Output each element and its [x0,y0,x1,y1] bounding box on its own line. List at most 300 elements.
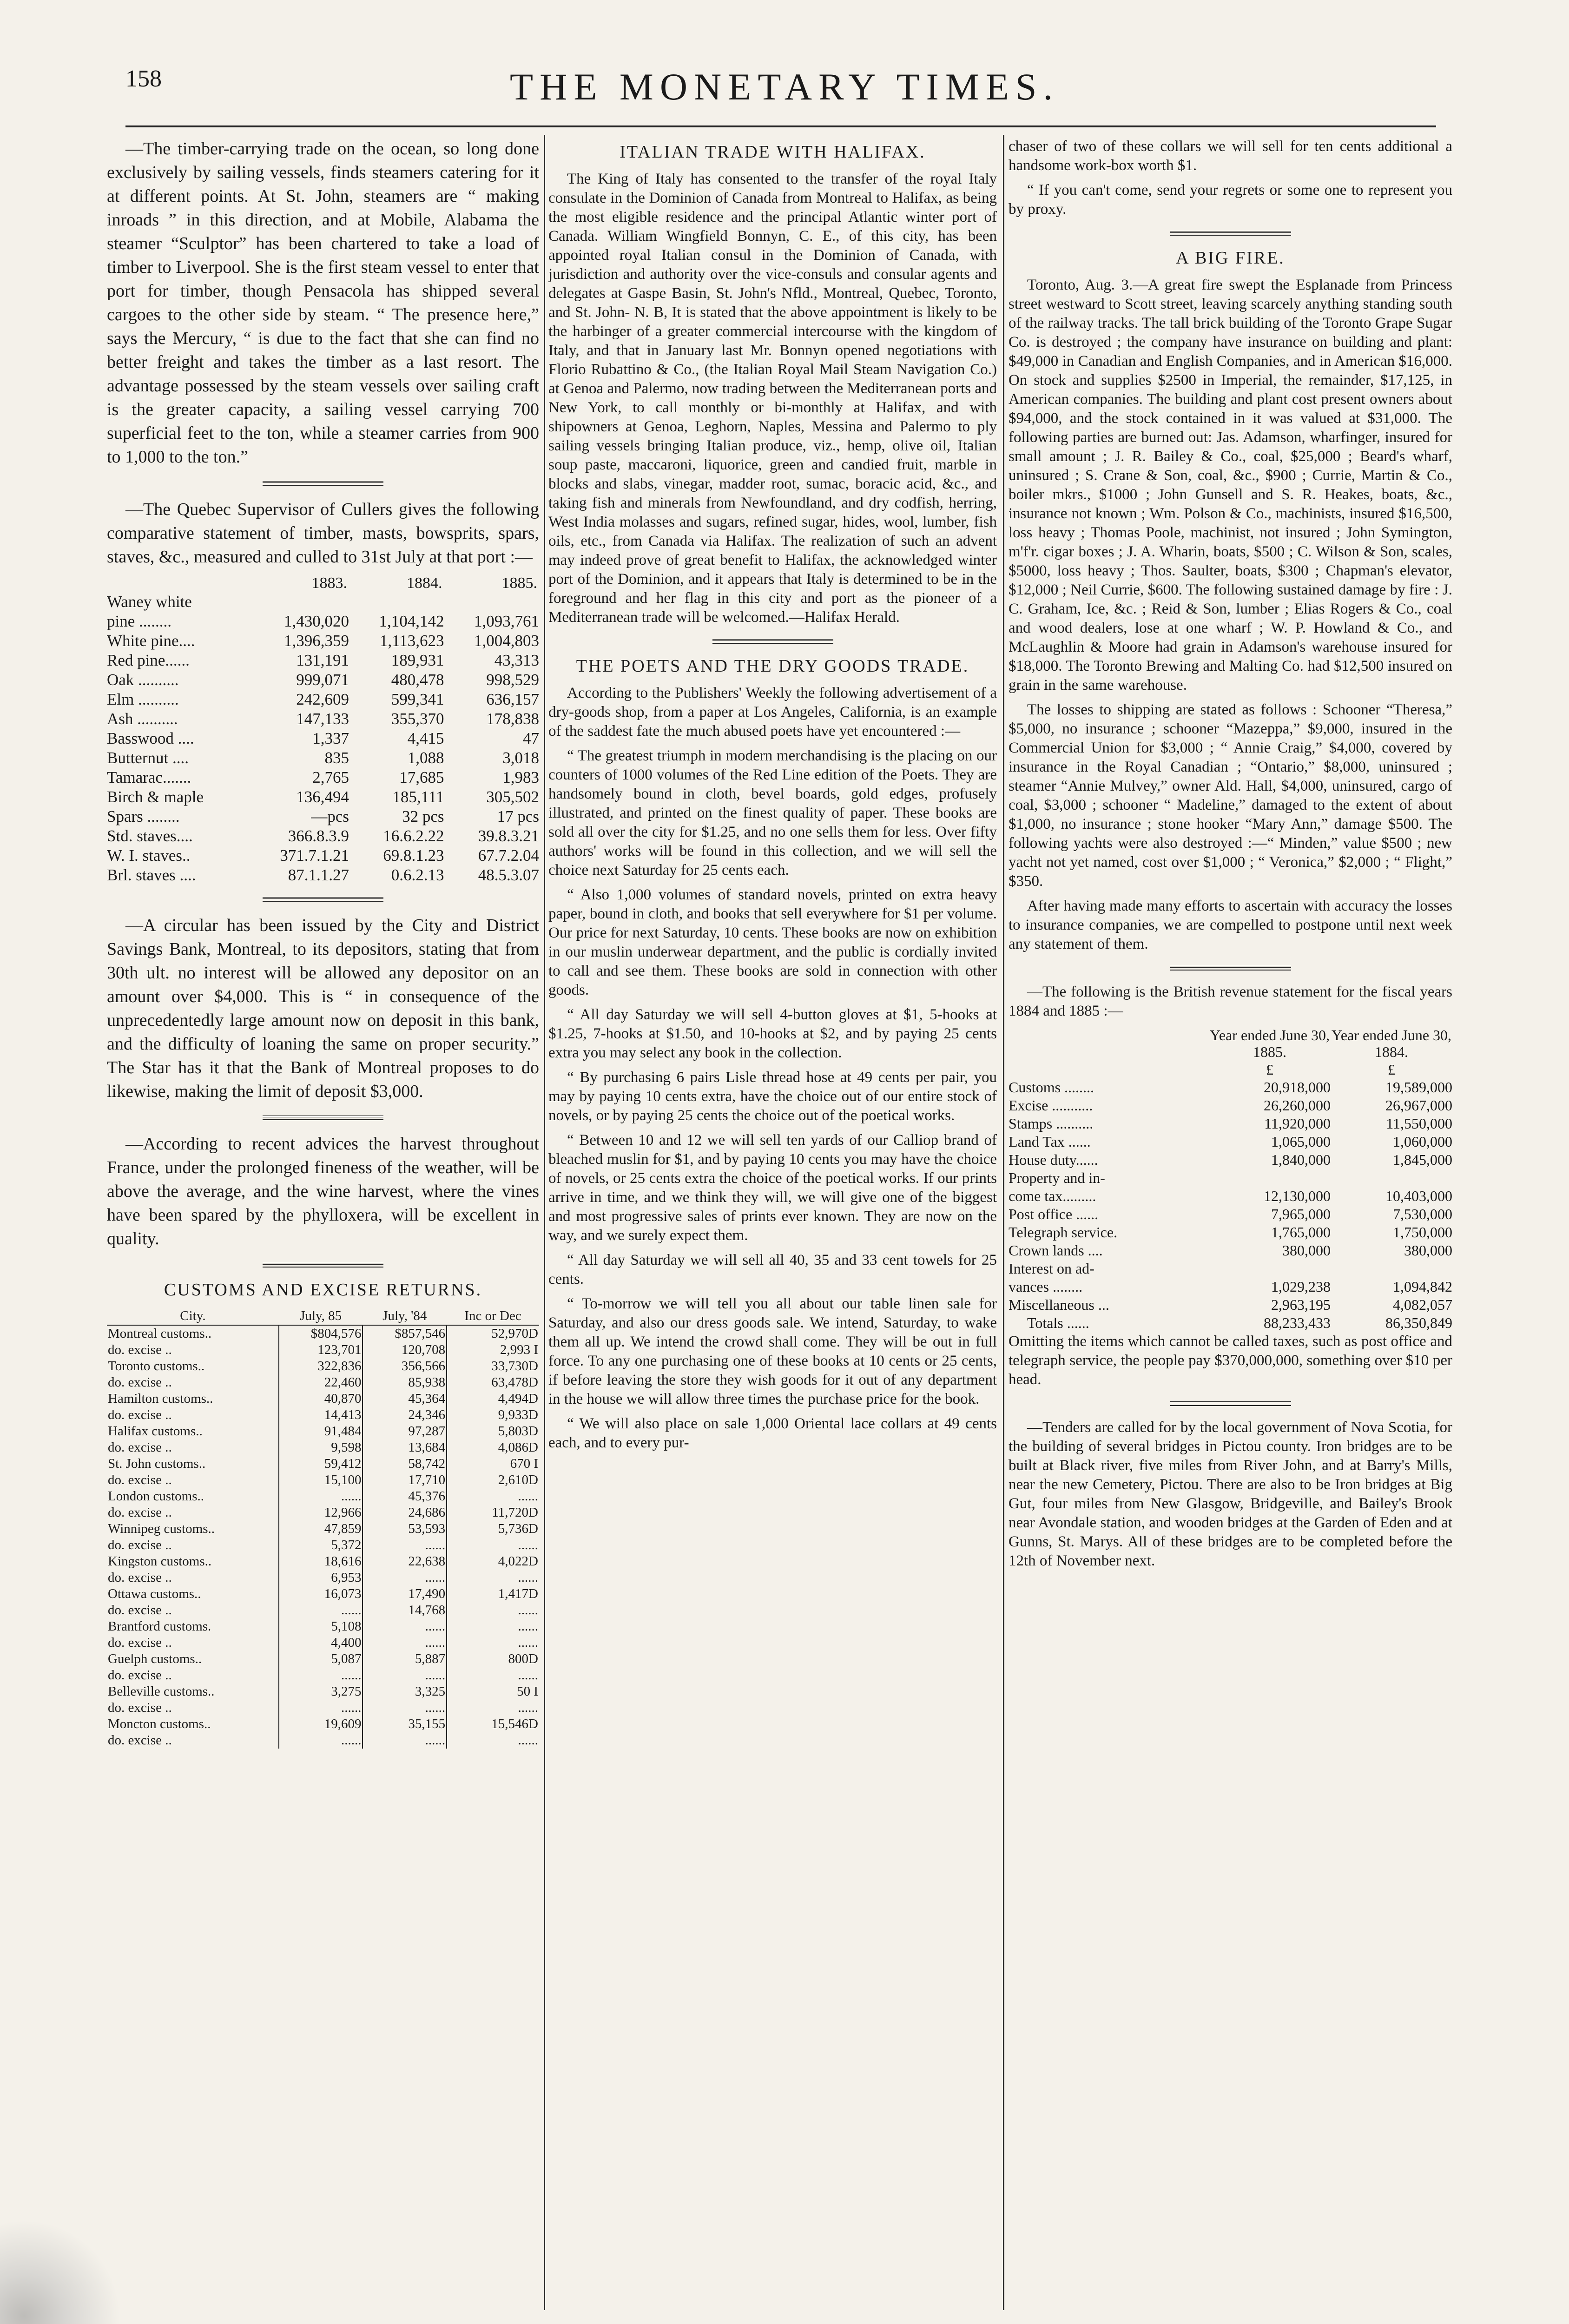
customs-value: ...... [447,1618,539,1635]
customs-value: 3,325 [363,1684,447,1700]
customs-value: ...... [447,1732,539,1749]
customs-value: ...... [363,1618,447,1635]
customs-value: 13,684 [363,1439,447,1456]
revenue-value-1885: 380,000 [1282,1242,1331,1259]
customs-value: 15,546D [447,1716,539,1732]
customs-value: ...... [279,1732,363,1749]
poets-paragraph: “ To-morrow we will tell you all about our table linen sale for Saturday, and also our dress goods sale. We intend, Saturday, to wake them all up. We intend the crowd shall come. They will be out in full force. To any one purchasing one of these books at 10 cents or 25 cents, if before leaving the store they wish goods for it out of any department in the house we will allow three times the purchase price for the book. [548,1295,997,1407]
customs-value: 4,494D [447,1391,539,1407]
lumber-header-1884: 1884. [407,574,442,592]
lumber-value: 599,341 [391,690,444,708]
customs-value: ...... [447,1570,539,1586]
customs-row [107,1439,539,1456]
customs-value: 322,836 [279,1358,363,1374]
revenue-header-1884: Year ended June 30, 1884. [1331,1027,1452,1060]
customs-value: ...... [363,1635,447,1651]
paper-stain [0,2220,121,2324]
customs-value: 670 I [447,1456,539,1472]
customs-row [107,1325,539,1342]
customs-value: 5,803D [447,1423,539,1439]
customs-value: 24,346 [363,1407,447,1423]
lumber-value: 17 pcs [497,807,539,825]
lumber-label: pine ........ [107,612,172,630]
lumber-row [107,592,539,612]
customs-value: $857,546 [363,1325,447,1342]
lumber-value: 1,396,359 [284,632,349,650]
customs-value: 4,022D [447,1553,539,1570]
revenue-row [1009,1260,1452,1278]
customs-value: 53,593 [363,1521,447,1537]
customs-value: $804,576 [279,1325,363,1342]
customs-value: 50 I [447,1684,539,1700]
customs-city: do. excise .. [108,1700,172,1715]
customs-table [107,1307,539,1749]
lumber-value: 32 pcs [402,807,444,825]
lumber-value: 189,931 [391,651,444,669]
customs-row [107,1358,539,1374]
customs-value: 12,966 [279,1505,363,1521]
revenue-value-1884: 26,967,000 [1385,1097,1452,1114]
section-separator [1170,231,1291,236]
lumber-label: White pine.... [107,632,195,650]
customs-city: do. excise .. [108,1538,172,1552]
revenue-label: Miscellaneous ... [1009,1296,1109,1313]
customs-city: do. excise .. [108,1375,172,1390]
customs-value: ...... [279,1667,363,1684]
customs-value: 91,484 [279,1423,363,1439]
lumber-label: Spars ........ [107,807,180,825]
revenue-row [1009,1078,1452,1096]
customs-value: 6,953 [279,1570,363,1586]
customs-city: London customs.. [108,1489,204,1504]
poets-paragraph: “ Also 1,000 volumes of standard novels, printed on extra heavy paper, bound in cloth, and books that sell everywhere for $1 per volume. Our price for next Saturday, 10 cents. These books are now on exhibition in our muslin underwear department, and the public is cordially invited to call and see them. These books are sold in connection with other goods. [548,886,997,998]
customs-value: 40,870 [279,1391,363,1407]
customs-row [107,1407,539,1423]
lumber-row [107,748,539,768]
lumber-value: 16.6.2.22 [383,827,444,845]
revenue-value-1885: 12,130,000 [1264,1188,1331,1204]
poets-paragraph: “ Between 10 and 12 we will sell ten yards of our Calliop brand of bleached muslin for $1, and by paying 10 cents you may have the choice of novels, or 25 cents extra the choice of the poetical works. If our prints arrive in time, and we think they will, we will give one of the biggest and most progressive sales of prints ever known. They are now on the way, and we surely expect them. [548,1132,997,1244]
revenue-value-1885: 1,840,000 [1271,1151,1331,1168]
revenue-row [1009,1096,1452,1115]
revenue-label: Land Tax ...... [1009,1133,1091,1150]
customs-value: 52,970D [447,1325,539,1342]
revenue-label: Property and in- [1009,1169,1105,1186]
masthead: THE MONETARY TIMES. [510,66,1059,108]
lumber-label: Waney white [107,593,192,611]
customs-row [107,1684,539,1700]
lumber-value: 1,104,142 [379,612,444,630]
customs-header-july85: July, 85 [279,1307,363,1325]
timber-article: —The timber-carrying trade on the ocean, so long done exclusively by sailing vessels, finds steamers catering for it at different points. At St. John, steamers are “ making inroads ” in this direction, and at Mobile, Alabama the steamer “Sculptor” has been chartered to take a load of timber to Liverpool. She is the first steam vessel to enter that port for timber, though Pensacola has shipped several cargoes to the other side by steam. “ The presence here,” says the Mercury, “ is due to the fact that she can find no better freight and takes the timber as a last resort. The advantage possessed by the steam vessels over sailing craft is the greater capacity, a sailing vessel carrying 700 superficial feet to the ton, while a steamer carries from 900 to 1,000 to the ton.” [107,139,539,467]
lumber-value: 355,370 [391,710,444,728]
lumber-table [107,574,539,885]
savings-bank-article: —A circular has been issued by the City and District Savings Bank, Montreal, to its depositors, stating that from 30th ult. no interest will be allowed any depositor on an amount over $4,000. This is “ in consequence of the unprecedentedly large amount now on deposit in this bank, and the difficulty of loaning the same on proper security.” The Star has it that the Bank of Montreal proposes to do likewise, making the limit of deposit $3,000. [107,916,539,1101]
customs-value: ...... [363,1570,447,1586]
revenue-value-1885: 2,963,195 [1271,1296,1331,1313]
revenue-label: vances ........ [1009,1278,1083,1295]
customs-value: 1,417D [447,1586,539,1602]
revenue-totals-row [1009,1314,1452,1332]
lumber-value: 2,765 [312,768,349,786]
italian-trade-article: The King of Italy has consented to the transfer of the royal Italy consulate in the Dominion of Canada from Montreal to Halifax, as being the most eligible residence and the principal Atlantic winter port of Canada. William Wingfield Bonnyn, C. E., of this city, has been appointed royal Italian consul in the Dominion of Canada, with jurisdiction and authority over the vice-consuls and consular agents and delegates at Gaspe Basin, St. John's Nfld., Montreal, Quebec, Toronto, and St. John- N. B, It is stated that the above appointment is likely to be the harbinger of a greater commercial intercourse with the kingdom of Italy, and that in January last Mr. Bonnyn opened negotiations with Florio Rubattino & Co., (the Italian Royal Mail Steam Navigation Co.) at Genoa and Palermo, now trading between the Mediterranean ports and New York, to call monthly or bi-monthly at Halifax, and with shipowners at Genoa, Leghorn, Naples, Messina and Palermo to ply sailing vessels bringing Italian produce, viz., hemp, olive oil, Italian soup paste, maccaroni, liquorice, green and candied fruit, marble in blocks and slabs, vinegar, madder root, sumac, boracic acid, &c., and taking fish and minerals from Newfoundland, and dry codfish, herring, West India molasses and sugars, refined sugar, hides, wool, lumber, fish oils, etc., from Canada via Halifax. The realization of such an advent may indeed prove of great benefit to Halifax, the acknowledged winter port of the Dominion, and it appears that Italy is determined to be in the foreground and her flag in this city and port as the pioneer of a Mediterranean trade will be welcomed.—Halifax Herald. [548,171,997,626]
lumber-header-1885: 1885. [501,574,537,592]
revenue-totals-label: Totals ...... [1027,1314,1089,1331]
revenue-row [1009,1296,1452,1314]
lumber-value: 69.8.1.23 [383,846,444,865]
revenue-label: Crown lands .... [1009,1242,1103,1259]
revenue-label: Customs ........ [1009,1079,1094,1096]
lumber-label: Tamarac....... [107,768,191,786]
lumber-value: 43,313 [494,651,539,669]
revenue-totals-1885: 88,233,433 [1264,1314,1331,1331]
revenue-value-1884: 1,060,000 [1393,1133,1452,1150]
lumber-value: 4,415 [407,729,444,747]
lumber-row [107,612,539,631]
lumber-value: 1,983 [502,768,539,786]
customs-city: do. excise .. [108,1668,172,1683]
customs-value: 2,610D [447,1472,539,1488]
customs-row [107,1716,539,1732]
lumber-row [107,651,539,670]
customs-row [107,1553,539,1570]
customs-value: ...... [447,1700,539,1716]
poets-continuation-2: “ If you can't come, send your regrets or some one to represent you by proxy. [1009,182,1452,218]
lumber-row [107,846,539,865]
customs-city: Ottawa customs.. [108,1586,201,1601]
customs-header-city: City. [107,1307,279,1325]
lumber-row [107,631,539,651]
revenue-value-1884: 1,750,000 [1393,1224,1452,1241]
customs-value: 22,460 [279,1374,363,1391]
section-separator [712,639,833,644]
revenue-label: Stamps .......... [1009,1115,1094,1132]
lumber-value: 131,191 [296,651,349,669]
customs-value: 800D [447,1651,539,1667]
lumber-row [107,729,539,748]
lumber-value: 47 [523,729,539,747]
customs-value: 97,287 [363,1423,447,1439]
lumber-value: 185,111 [392,788,444,806]
lumber-label: Oak .......... [107,671,179,689]
revenue-intro: —The following is the British revenue statement for the fiscal years 1884 and 1885 :— [1009,984,1452,1019]
customs-row [107,1732,539,1749]
customs-value: 63,478D [447,1374,539,1391]
customs-city: do. excise .. [108,1635,172,1650]
revenue-row [1009,1278,1452,1296]
customs-value: ...... [447,1602,539,1618]
lumber-value: 305,502 [486,788,539,806]
lumber-value [444,592,539,612]
lumber-row [107,670,539,690]
customs-row [107,1423,539,1439]
customs-value: ...... [363,1667,447,1684]
customs-value: 9,598 [279,1439,363,1456]
customs-city: Montreal customs.. [108,1326,212,1341]
lumber-value: 1,088 [407,749,444,767]
revenue-row [1009,1151,1452,1169]
customs-city: do. excise .. [108,1603,172,1618]
revenue-label: Excise ........... [1009,1097,1093,1114]
customs-city: Brantford customs. [108,1619,211,1634]
revenue-value-1884 [1331,1260,1452,1278]
lumber-value: 999,071 [296,671,349,689]
customs-row [107,1505,539,1521]
revenue-label: House duty...... [1009,1151,1098,1168]
lumber-value: 136,494 [296,788,349,806]
customs-city: do. excise .. [108,1342,172,1357]
lumber-value: 3,018 [502,749,539,767]
customs-value: 16,073 [279,1586,363,1602]
revenue-value-1885 [1209,1260,1331,1278]
revenue-value-1884: 1,845,000 [1393,1151,1452,1168]
revenue-row [1009,1205,1452,1223]
lumber-value: 1,113,623 [379,632,444,650]
customs-row [107,1700,539,1716]
customs-value: 17,710 [363,1472,447,1488]
column-2 [548,137,997,1458]
lumber-value: 1,093,761 [474,612,539,630]
lumber-value: 242,609 [296,690,349,708]
big-fire-para-1: Toronto, Aug. 3.—A great fire swept the Esplanade from Princess street westward to Scott street, leaving scarcely anything standing south of the railway tracks. The tall brick building of the Toronto Grape Sugar Co. is destroyed ; the company have insurance on building and plant: $49,000 in Canadian and English Companies, and in American $16,000. On stock and supplies $2500 in Imperial, the remainder, $17,125, in American companies. The building and plant cost present owners about $94,000, and the stock contained in it was valued at $31,000. The following parties are burned out: Jas. Adamson, wharfinger, insured for small amount ; J. R. Bailey & Co., coal, $25,000 ; Beard's wharf, uninsured ; S. Crane & Son, coal, &c., $900 ; Currie, Martin & Co., boiler mkrs., $1000 ; John Gunsell and S. R. Heakes, boats, &c., insurance not known ; Wm. Polson & Co., machinists, insured $16,500, loss heavy ; Thomas Poole, machinist, not insured ; John Symington, m'f'r. cigar boxes ; J. A. Wharin, boats, $500 ; C. Wilson & Son, scales, $5000, loss heavy ; Thos. Saulter, boats, $300 ; Chapman's elevator, $12,000 ; Neil Currie, $600. The following sustained damage by fire : J. C. Graham, Ice, &c. ; Reid & Son, lumber ; Elias Rogers & Co., coal and wood dealers, lose at one wharf ; W. P. Howland & Co., and McLaughlin & Moore had grain in Adamson's warehouse insured for $18,000. The Toronto Brewing and Malting Co. had $12,500 insured on grain in the same warehouse. [1009,277,1452,693]
customs-row [107,1472,539,1488]
customs-row [107,1618,539,1635]
lumber-row [107,768,539,787]
revenue-value-1884: 19,589,000 [1385,1079,1452,1096]
revenue-value-1885: 7,965,000 [1271,1206,1331,1222]
lumber-value [349,592,444,612]
customs-city: Guelph customs.. [108,1651,202,1666]
lumber-value: 17,685 [399,768,444,786]
revenue-value-1885: 20,918,000 [1264,1079,1331,1096]
quebec-cullers-article: —The Quebec Supervisor of Cullers gives the following comparative statement of timber, masts, bowsprits, spars, staves, &c., measured and culled to 31st July at that port :— [107,500,539,567]
customs-value: 22,638 [363,1553,447,1570]
revenue-row [1009,1187,1452,1205]
customs-value: 47,859 [279,1521,363,1537]
revenue-header-1885: Year ended June 30, 1885. [1209,1027,1330,1060]
tenders-article: —Tenders are called for by the local government of Nova Scotia, for the building of several bridges in Pictou county. Iron bridges are to be built at Black river, five miles from River John, and at Barry's Mills, near the new Cemetery, Pictou. There are also to be Iron bridges at Big Gut, four miles from New Glasgow, Bridgeville, and Bailey's Brook near Avondale station, and wooden bridges at the Garden of Eden and at Gunns, St. Marys. All of these bridges are to be completed before the 12th of November next. [1009,1419,1452,1569]
revenue-value-1884: 4,082,057 [1393,1296,1452,1313]
lumber-value: 87.1.1.27 [288,866,349,884]
customs-value: 5,887 [363,1651,447,1667]
poets-paragraph: According to the Publishers' Weekly the following advertisement of a dry-goods shop, from a paper at Los Angeles, California, is an example of the saddest fate the much abused poets have yet encountered :— [548,685,997,739]
customs-row [107,1537,539,1553]
lumber-label: Basswood .... [107,729,194,747]
column-divider [1003,135,1004,2310]
page-number: 158 [125,66,162,92]
customs-value: ...... [363,1732,447,1749]
customs-value: 85,938 [363,1374,447,1391]
customs-value: 356,566 [363,1358,447,1374]
poets-paragraph: “ The greatest triumph in modern merchandising is the placing on our counters of 1000 volumes of the Red Line edition of the Poets. They are handsomely bound in cloth, bevel boards, gold edges, profusely illustrated, and printed on the finest quality of paper. These books are sold all over the city for $1.25, and no one sells them for less. Over fifty authors' works will be found in this collection, and we will sell the choice next Saturday for 25 cents each. [548,747,997,878]
revenue-label: Interest on ad- [1009,1260,1094,1277]
lumber-value: 1,004,803 [474,632,539,650]
customs-value: 14,413 [279,1407,363,1423]
customs-value: ...... [363,1700,447,1716]
customs-city: do. excise .. [108,1407,172,1422]
lumber-row [107,690,539,709]
customs-value: 59,412 [279,1456,363,1472]
customs-city: Halifax customs.. [108,1424,203,1439]
revenue-value-1885: 1,029,238 [1271,1278,1331,1295]
customs-value: 14,768 [363,1602,447,1618]
section-separator [263,481,383,486]
lumber-value: 480,478 [391,671,444,689]
poets-article [548,684,997,1452]
lumber-label: W. I. staves.. [107,846,191,865]
customs-value: 120,708 [363,1342,447,1358]
big-fire-title: A BIG FIRE. [1176,248,1285,268]
lumber-header-1883: 1883. [311,574,348,592]
customs-value: 4,400 [279,1635,363,1651]
revenue-table [1009,1026,1452,1332]
customs-value: ...... [447,1635,539,1651]
customs-city: Belleville customs.. [108,1684,215,1699]
customs-value: 2,993 I [447,1342,539,1358]
revenue-value-1884: 7,530,000 [1393,1206,1452,1222]
revenue-row [1009,1241,1452,1260]
lumber-row [107,807,539,826]
revenue-label: Telegraph service. [1009,1224,1118,1241]
revenue-row [1009,1115,1452,1133]
customs-value: ...... [279,1488,363,1505]
lumber-row [107,826,539,846]
revenue-currency: £ [1388,1061,1395,1078]
customs-value: 45,364 [363,1391,447,1407]
customs-value: ...... [447,1537,539,1553]
revenue-currency: £ [1266,1061,1273,1078]
revenue-note: Omitting the items which cannot be called taxes, such as post office and telegraph service, the people pay $370,000,000, something over $10 per head. [1009,1333,1452,1388]
customs-row [107,1635,539,1651]
customs-row [107,1602,539,1618]
customs-city: St. John customs.. [108,1456,206,1471]
customs-value: 35,155 [363,1716,447,1732]
section-separator [263,1263,383,1268]
customs-value: 19,609 [279,1716,363,1732]
lumber-value: 1,337 [312,729,349,747]
lumber-value: 39.8.3.21 [478,827,539,845]
revenue-value-1885 [1209,1169,1331,1187]
lumber-value: 48.5.3.07 [478,866,539,884]
revenue-value-1884 [1331,1169,1452,1187]
lumber-row [107,865,539,885]
customs-city: do. excise .. [108,1570,172,1585]
revenue-row [1009,1133,1452,1151]
section-separator [1170,966,1291,971]
section-separator [263,897,383,902]
lumber-label: Birch & maple [107,788,204,806]
revenue-row [1009,1169,1452,1187]
revenue-value-1885: 26,260,000 [1264,1097,1331,1114]
lumber-value: 371.7.1.21 [280,846,349,865]
customs-value: ...... [447,1488,539,1505]
revenue-label: Post office ...... [1009,1206,1099,1222]
customs-city: Moncton customs.. [108,1717,211,1731]
lumber-value [248,592,349,612]
customs-value: 45,376 [363,1488,447,1505]
revenue-value-1885: 1,065,000 [1271,1133,1331,1150]
lumber-label: Brl. staves .... [107,866,196,884]
customs-value: ...... [279,1602,363,1618]
lumber-value: 67.7.2.04 [478,846,539,865]
lumber-value: 366.8.3.9 [288,827,349,845]
customs-title: CUSTOMS AND EXCISE RETURNS. [164,1280,482,1300]
lumber-label: Elm .......... [107,690,179,708]
poets-paragraph: “ We will also place on sale 1,000 Oriental lace collars at 49 cents each, and to every pur- [548,1415,997,1451]
customs-value: 33,730D [447,1358,539,1374]
lumber-value: —pcs [311,807,349,825]
lumber-value: 835 [324,749,349,767]
revenue-value-1884: 10,403,000 [1385,1188,1452,1204]
customs-value: 17,490 [363,1586,447,1602]
customs-city: do. excise .. [108,1440,172,1455]
customs-value: 24,686 [363,1505,447,1521]
revenue-value-1884: 380,000 [1404,1242,1452,1259]
column-3 [1009,137,1452,1576]
customs-city: do. excise .. [108,1472,172,1487]
customs-value: 3,275 [279,1684,363,1700]
header-rule [125,125,1436,127]
lumber-value: 1,430,020 [284,612,349,630]
customs-city: Hamilton customs.. [108,1391,213,1406]
customs-row [107,1342,539,1358]
customs-row [107,1570,539,1586]
customs-city: Winnipeg customs.. [108,1521,215,1536]
section-separator [263,1116,383,1120]
lumber-value: 0.6.2.13 [391,866,444,884]
column-1 [107,137,539,1749]
customs-value: 5,108 [279,1618,363,1635]
revenue-value-1885: 1,765,000 [1271,1224,1331,1241]
harvest-article: —According to recent advices the harvest throughout France, under the prolonged fineness of the weather, will be above the average, and the wine harvest, where the vines have been spared by the phylloxera, will be excellent in quality. [107,1134,539,1248]
customs-value: 9,933D [447,1407,539,1423]
lumber-label: Red pine...... [107,651,190,669]
poets-paragraph: “ All day Saturday we will sell all 40, 35 and 33 cent towels for 25 cents. [548,1252,997,1287]
customs-city: do. excise .. [108,1733,172,1748]
customs-header-incdec: Inc or Dec [447,1307,539,1325]
customs-city: Toronto customs.. [108,1359,205,1373]
customs-value: 5,736D [447,1521,539,1537]
customs-header-july84: July, '84 [363,1307,447,1325]
big-fire-para-2: The losses to shipping are stated as follows : Schooner “Theresa,” $5,000, no insurance ; schooner “Mazeppa,” $9,000, insured in the Commercial Union for $3,000 ; “ Annie Craig,” $4,000, covered by insurance in the Royal Canadian ; “Ontario,” $8,000, uninsured ; steamer “Annie Mulvey,” owner Ald. Hall, $4,000, uninsured, cargo of coal, $3,000 ; schooner “ Madeline,” damaged to the extent of about $1,000, no insurance ; stone hooker “Mary Ann,” damage $500. The following yachts were also destroyed :—“ Minden,” value $500 ; new yacht not yet named, cost over $1,000 ; “ Veronica,” $2,000 ; “ Flight,” $350. [1009,701,1452,890]
customs-row [107,1391,539,1407]
lumber-value: 998,529 [486,671,539,689]
lumber-value: 636,157 [486,690,539,708]
poets-continuation: chaser of two of these collars we will sell for ten cents additional a handsome work-box worth $1. [1009,138,1452,174]
customs-value: 11,720D [447,1505,539,1521]
revenue-row [1009,1223,1452,1241]
customs-row [107,1651,539,1667]
section-separator [1170,1401,1291,1406]
customs-value: ...... [447,1667,539,1684]
lumber-label: Std. staves.... [107,827,193,845]
customs-value: ...... [363,1537,447,1553]
customs-row [107,1456,539,1472]
customs-value: 5,372 [279,1537,363,1553]
italian-trade-title: ITALIAN TRADE WITH HALIFAX. [620,142,926,162]
customs-row [107,1586,539,1602]
customs-value: 18,616 [279,1553,363,1570]
customs-value: ...... [279,1700,363,1716]
lumber-value: 147,133 [296,710,349,728]
customs-row [107,1488,539,1505]
revenue-value-1884: 11,550,000 [1386,1115,1452,1132]
poets-title: THE POETS AND THE DRY GOODS TRADE. [576,656,969,676]
customs-row [107,1667,539,1684]
poets-paragraph: “ By purchasing 6 pairs Lisle thread hose at 49 cents per pair, you may by paying 10 cents extra, have the choice out of our entire stock of novels, or by paying 25 cents the choice out of the poetical works. [548,1069,997,1124]
customs-row [107,1374,539,1391]
big-fire-para-3: After having made many efforts to ascertain with accuracy the losses to insurance companies, we are compelled to postpone until next week any statement of them. [1009,898,1452,952]
